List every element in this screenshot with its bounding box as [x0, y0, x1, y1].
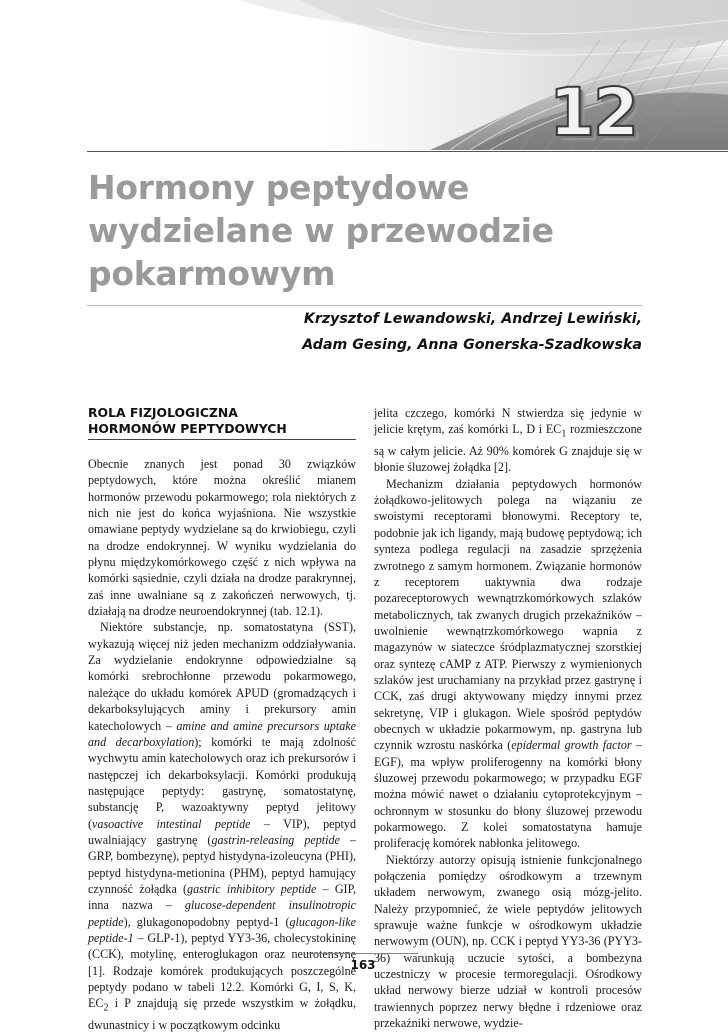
- paragraph: Obecnie znanych jest ponad 30 związków peptydowych, które można określić mianem hormonów przewodu pokarmowego; rola niektórych z nich nie jest do końca wyjaśniona. Nie wszystkie omawiane peptydy wydzielane są do krwiobiegu, czyli na drodze endokrynnej. W wyniku wydzielania do płynu międzykomórkowego część z nich wpływa na komórki sąsiednie, czyli działa na drodze parakrynnej, zaś inne uwalniane są z zakończeń nerwowych, tj. działają na drodze neuroendokrynnej (tab. 12.1).: [88, 457, 356, 619]
- text-run: jelita czczego, komórki N stwierdza się jedynie w jelicie krętym, zaś komórki L, D i EC: [374, 406, 642, 437]
- paragraph: [374, 476, 642, 852]
- paragraph: [88, 619, 356, 1033]
- term: gastrin-releasing peptide: [211, 832, 340, 847]
- term: amine and amine precursors uptake and decarboxylation: [88, 718, 356, 749]
- term: epidermal growth factor: [511, 738, 632, 753]
- chapter-title-line: Hormony peptydowe: [88, 168, 470, 207]
- left-column: [88, 405, 356, 1033]
- header-rule: [87, 151, 728, 152]
- chapter-number: 12: [549, 74, 637, 151]
- chapter-title: [88, 166, 648, 295]
- text-run: – GIP, inna nazwa –: [88, 881, 356, 913]
- subscript: 2: [103, 1002, 109, 1014]
- section-heading: [88, 405, 356, 440]
- term: vasoactive intestinal peptide: [92, 816, 251, 831]
- text-run: – VIP), peptyd uwalniający gastrynę (: [88, 816, 356, 847]
- paragraph: Niektórzy autorzy opisują istnienie funkcjonalnego połączenia pomiędzy ośrodkowym a trzewnym układem nerwowym, zwanego osią mózg-jelito. Należy przypomnieć, że wiele peptydów jelitowych sprawuje ważne funkcje w ośrodkowym układzie nerwowym (OUN), np. CCK i peptyd YY3-36 (PYY3-36) warunkują uczucie sytości, a bombezyna uczestniczy w procesie termoregulacji. Ośrodkowy układ nerwowy bierze udział w kontroli procesów trawiennych poprzez nerwy błędne i rdzeniowe oraz przekaźniki nerwowe, wydzie-: [374, 852, 642, 1031]
- authors-line: Krzysztof Lewandowski, Andrzej Lewiński,: [303, 311, 642, 327]
- page-number: 163: [350, 958, 376, 972]
- section-heading-line: HORMONÓW PEPTYDOWYCH: [88, 421, 287, 436]
- chapter-title-line: pokarmowym: [88, 254, 336, 293]
- paragraph: [374, 405, 642, 476]
- authors-line: Adam Gesing, Anna Gonerska-Szadkowska: [302, 337, 642, 353]
- text-run: i P znajdują się przede wszystkim w żołądku, dwunastnicy i w początkowym odcinku: [88, 996, 356, 1033]
- text-run: ), glukagonopodobny peptyd-1 (: [123, 914, 290, 929]
- text-run: – GLP-1), peptyd YY3-36, cholecystokininę (CCK), motylinę, enteroglukagon oraz neurotensynę [1]. Rodzaje komórek produkujących poszczególne peptydy podano w tabeli 12.2. Komórki G, I, S, K, EC: [88, 930, 356, 1011]
- text-run: ); komórki te mają zdolność wychwytu amin katecholowych oraz ich prekursorów i następczej ich dekarboksylacji. Komórki produkują następujące peptydy: gastrynę, somatostatynę, substancję P, wazoaktywny peptyd jelitowy (: [88, 734, 356, 831]
- text-run: rozmieszczone są w całym jelicie. Aż 90% komórek G znajduje się w błonie śluzowej żołądka [2].: [374, 422, 642, 475]
- chapter-authors: [82, 306, 642, 358]
- right-column: [374, 405, 642, 1031]
- footer-rule: [308, 953, 418, 954]
- text-run: – EGF), ma wpływ proliferogenny na komórki błony śluzowej przewodu pokarmowego; w przypadku EGF można mówić nawet o działaniu cytoprotekcyjnym – ochronnym w stosunku do błony śluzowej przewodu pokarmowego. Z kolei somatostatyna hamuje proliferację komórek nabłonka jelitowego.: [374, 738, 643, 851]
- term: glucose-dependent insulinotropic peptide: [88, 898, 356, 929]
- subscript: 1: [561, 428, 567, 440]
- text-run: Mechanizm działania peptydowych hormonów żołądkowo-jelitowych polega na wiązaniu ze swoistymi receptorami błonowymi. Receptory te, podobnie jak ich ligandy, mają budowę peptydową; ich synteza podlega regulacji na zasadzie sprzężenia zwrotnego z samym hormonem. Związanie hormonów z receptorem uaktywnia dwa rodzaje pozareceptorowych wewnątrzkomórkowych szlaków metabolicznych, tak zwanych drugich przekaźników – uwolnienie wewnątrzkomórkowego wapnia z magazynów w siateczce śródplazmatycznej szorstkiej oraz syntezę cAMP z ATP. Pierwszy z wymienionych szlaków jest uruchamiany na przykład przez gastrynę i CCK, zaś drugi aktywowany między innymi przez sekretynę, VIP i glukagon. Wiele spośród peptydów obecnych w układzie pokarmowym, np. gastryna lub czynnik wzrostu naskórka (: [374, 476, 642, 753]
- term: gastric inhibitory peptide: [187, 881, 317, 896]
- term: glucagon-like peptide-1: [88, 914, 356, 945]
- text-run: Niektóre substancje, np. somatostatyna (SST), wykazują więcej niż jeden mechanizm oddziaływania. Za wydzielanie endokrynne odpowiedzialne są komórki srebrochłonne przewodu pokarmowego, należące do układu komórek APUD (gromadzących i dekarboksylujących aminy i prekursory amin katecholowych –: [88, 620, 356, 733]
- section-heading-line: ROLA FIZJOLOGICZNA: [88, 405, 238, 420]
- text-run: – GRP, bombezynę), peptyd histydyna-izoleucyna (PHI), peptyd histydyna-metionina (PHM), peptyd hamujący czynność żołądka (: [88, 832, 356, 896]
- chapter-title-line: wydzielane w przewodzie: [88, 211, 554, 250]
